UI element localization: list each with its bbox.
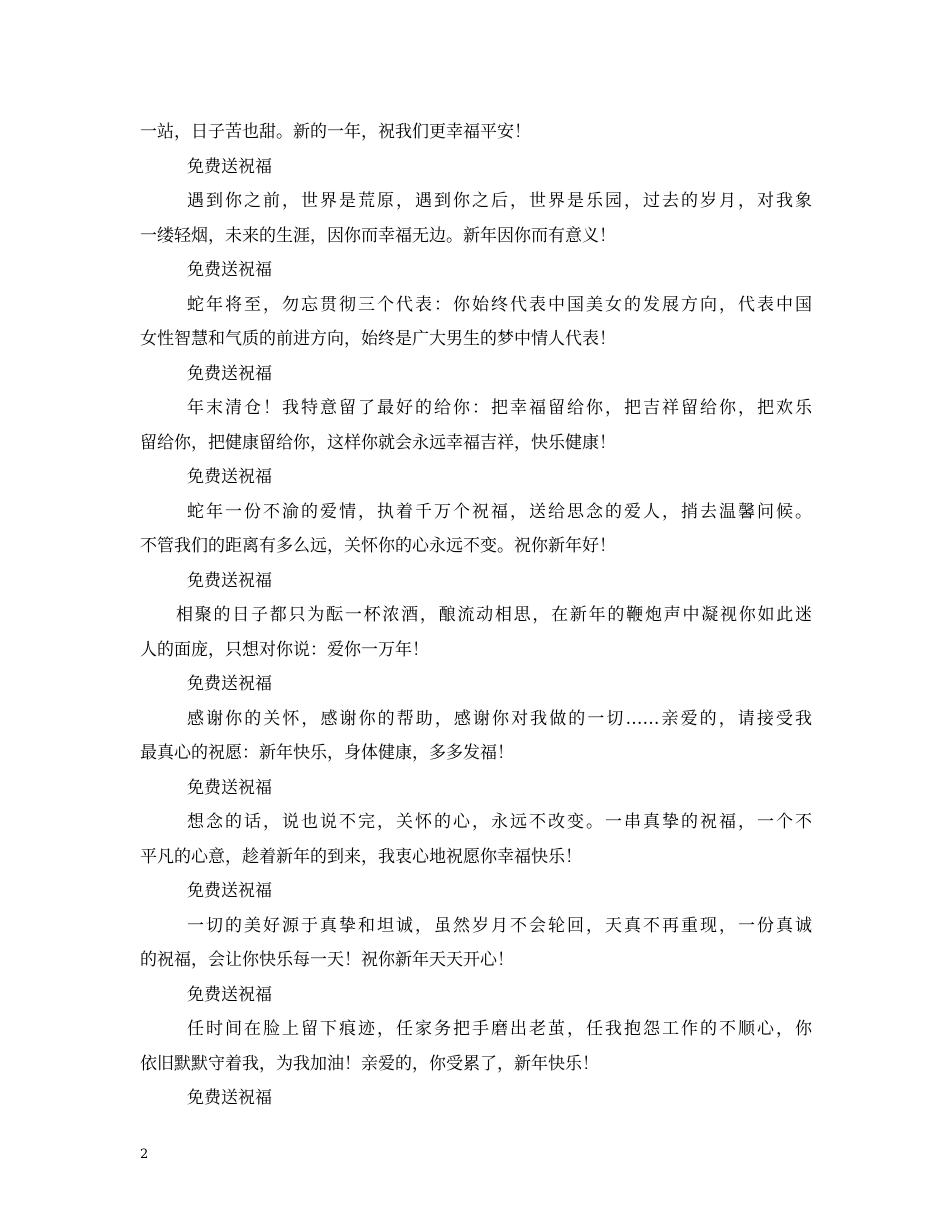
- text-line: 依旧默默守着我，为我加油！亲爱的，你受累了，新年快乐！: [140, 1053, 599, 1074]
- text-line: 遇到你之前，世界是荒原，遇到你之后，世界是乐园，过去的岁月，对我象: [187, 191, 812, 211]
- text-line: 一切的美好源于真挚和坦诚，虽然岁月不会轮回，天真不再重现，一份真诚: [187, 915, 812, 936]
- text-line: 平凡的心意，趁着新年的到来，我衷心地祝愿你幸福快乐！: [140, 846, 582, 867]
- section-heading: 免费送祝福: [187, 570, 272, 591]
- text-line: 蛇年一份不渝的爱情，执着千万个祝福，送给思念的爱人，捎去温馨问候。: [187, 501, 812, 522]
- text-line: 想念的话，说也说不完，关怀的心，永远不改变。一串真挚的祝福，一个不: [187, 812, 812, 832]
- text-line: 相聚的日子都只为酝一杯浓酒，酿流动相思，在新年的鞭炮声中凝视你如此迷: [176, 605, 812, 625]
- text-line: 一缕轻烟，未来的生涯，因你而幸福无边。新年因你而有意义！: [140, 225, 616, 246]
- text-line: 任时间在脸上留下痕迹，任家务把手磨出老茧，任我抱怨工作的不顺心，你: [187, 1019, 812, 1039]
- section-heading: 免费送祝福: [187, 674, 272, 694]
- text-line: 的祝福，会让你快乐每一天！祝你新年天天开心！: [140, 950, 514, 970]
- section-heading: 免费送祝福: [187, 467, 272, 487]
- document-body: [140, 115, 812, 1116]
- section-heading: 免费送祝福: [187, 156, 272, 177]
- text-line: 年末清仓！我特意留了最好的给你：把幸福留给你，把吉祥留给你，把欢乐: [187, 398, 812, 418]
- text-line: 不管我们的距离有多么远，关怀你的心永远不变。祝你新年好！: [140, 536, 616, 556]
- text-line: 留给你，把健康留给你，这样你就会永远幸福吉祥，快乐健康！: [140, 432, 616, 453]
- section-heading: 免费送祝福: [187, 881, 272, 901]
- section-heading: 免费送祝福: [187, 777, 272, 798]
- text-line: 女性智慧和气质的前进方向，始终是广大男生的梦中情人代表！: [140, 329, 616, 349]
- text-line: 蛇年将至，勿忘贯彻三个代表：你始终代表中国美女的发展方向，代表中国: [187, 294, 812, 315]
- text-line: 最真心的祝愿：新年快乐，身体健康，多多发福！: [140, 743, 514, 763]
- section-heading: 免费送祝福: [187, 363, 272, 384]
- section-heading: 免费送祝福: [187, 260, 272, 280]
- text-line: 人的面庞，只想对你说：爱你一万年！: [140, 639, 429, 660]
- page-number: 2: [140, 1147, 149, 1162]
- text-line: 一站，日子苦也甜。新的一年，祝我们更幸福平安！: [140, 122, 531, 142]
- section-heading: 免费送祝福: [187, 984, 272, 1005]
- section-heading: 免费送祝福: [187, 1088, 272, 1108]
- text-line: 感谢你的关怀，感谢你的帮助，感谢你对我做的一切……亲爱的，请接受我: [187, 708, 812, 729]
